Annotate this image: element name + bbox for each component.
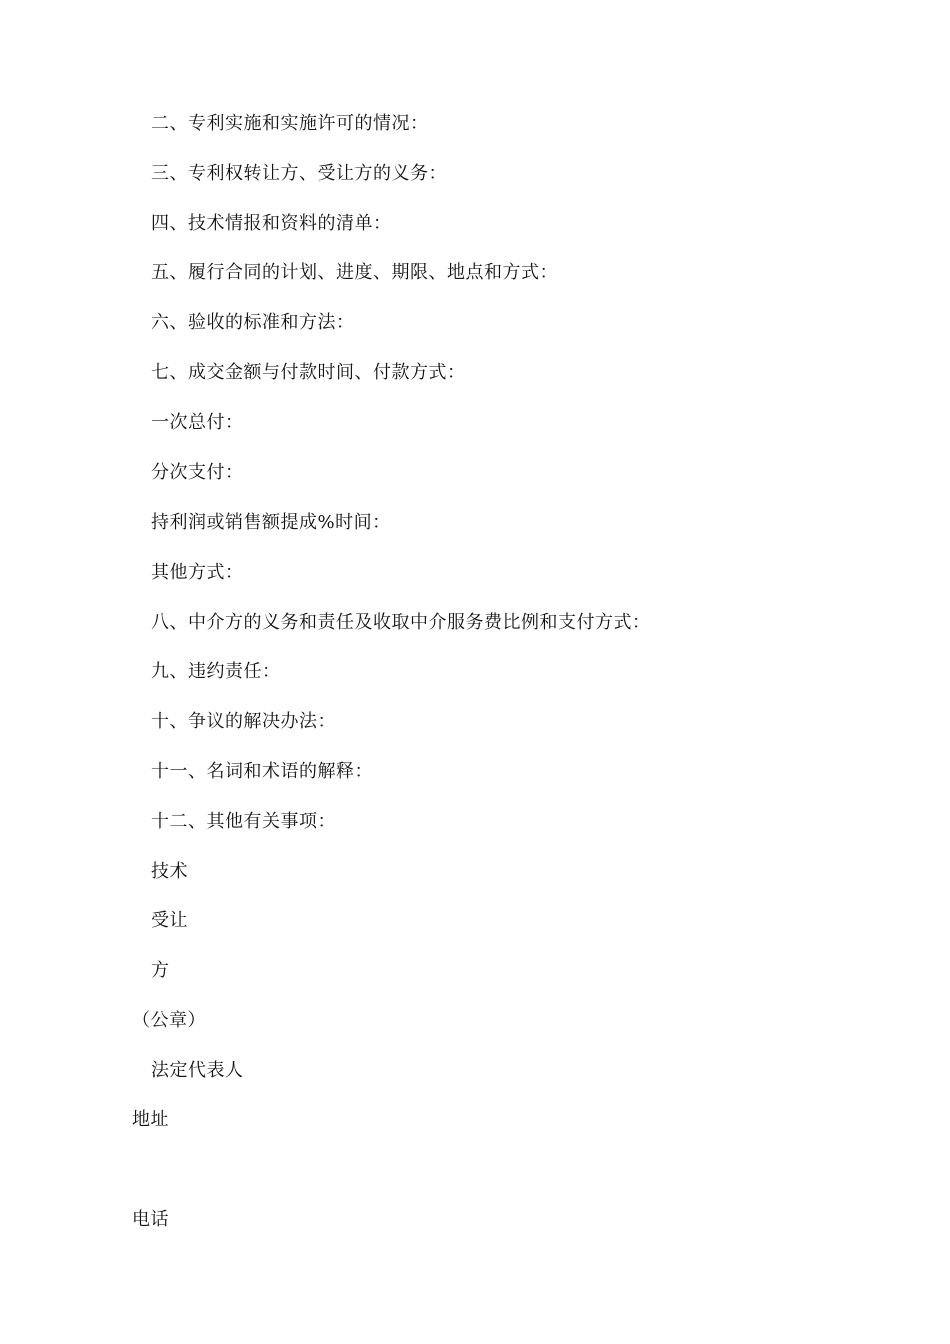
clause-9-liability: 九、违约责任： — [151, 661, 281, 682]
official-seal-label: （公章） — [132, 1010, 206, 1031]
clause-4-technical-info-list: 四、技术情报和资料的清单： — [151, 213, 392, 234]
signature-label-part-1: 技术 — [151, 861, 188, 882]
payment-other: 其他方式： — [151, 562, 244, 583]
clause-7-payment: 七、成交金额与付款时间、付款方式： — [151, 362, 466, 383]
signature-label-part-2: 受让 — [151, 910, 188, 931]
address-label: 地址 — [132, 1109, 169, 1130]
clause-3-obligations: 三、专利权转让方、受让方的义务： — [151, 163, 447, 184]
clause-6-acceptance: 六、验收的标准和方法： — [151, 312, 355, 333]
payment-lump-sum: 一次总付： — [151, 412, 244, 433]
legal-representative-label: 法定代表人 — [151, 1060, 244, 1081]
payment-installments: 分次支付： — [151, 462, 244, 483]
clause-11-terms: 十一、名词和术语的解释： — [151, 761, 373, 782]
clause-10-dispute: 十、争议的解决办法： — [151, 711, 336, 732]
clause-8-intermediary: 八、中介方的义务和责任及收取中介服务费比例和支付方式： — [151, 612, 651, 633]
phone-label: 电话 — [132, 1209, 169, 1230]
clause-5-performance-plan: 五、履行合同的计划、进度、期限、地点和方式： — [151, 262, 558, 283]
clause-2-patent-implementation: 二、专利实施和实施许可的情况： — [151, 113, 429, 134]
payment-royalty: 持利润或销售额提成%时间： — [151, 512, 391, 533]
clause-12-other: 十二、其他有关事项： — [151, 811, 336, 832]
signature-label-part-3: 方 — [151, 960, 170, 981]
